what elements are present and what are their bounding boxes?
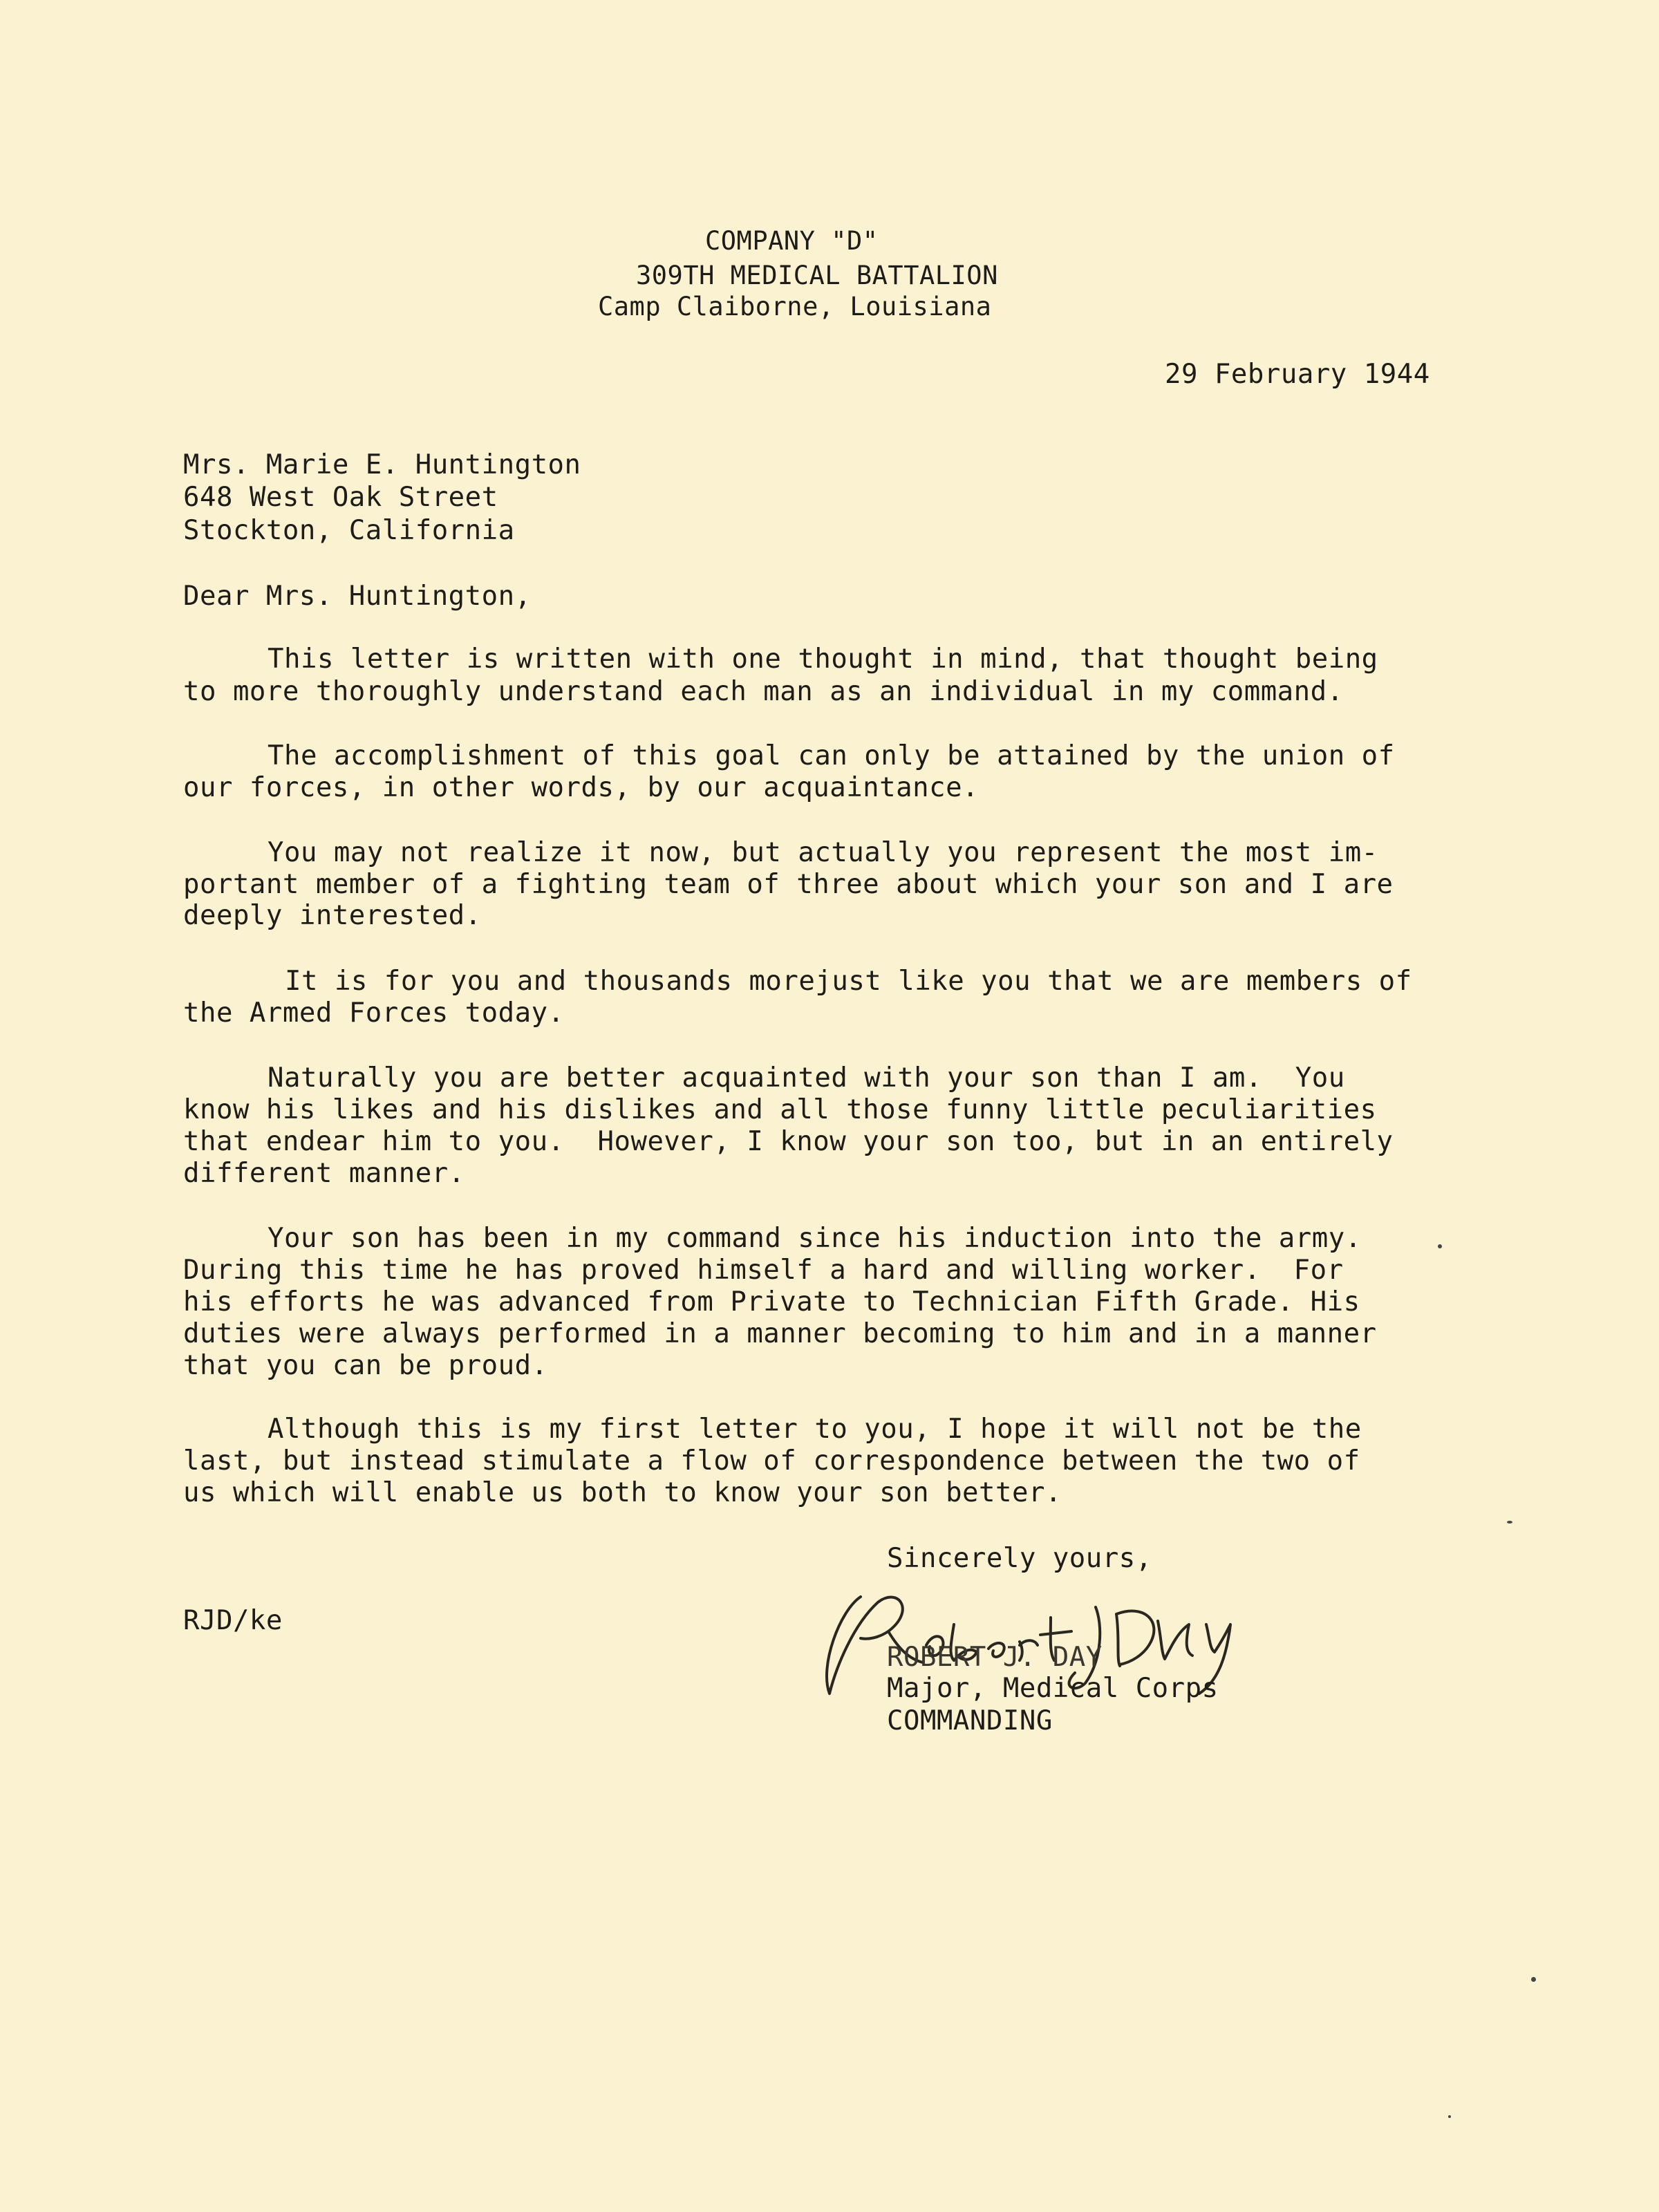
body-line: Naturally you are better acquainted with your son than I am. You (268, 1062, 1345, 1094)
body-line: that you can be proud. (183, 1350, 548, 1381)
signer-role: COMMANDING (887, 1705, 1053, 1736)
recipient-street: 648 West Oak Street (183, 482, 498, 513)
body-line: that endear him to you. However, I know your son too, but in an entirely (183, 1126, 1394, 1157)
closing: Sincerely yours, (887, 1543, 1152, 1574)
body-line: our forces, in other words, by our acquaintance. (183, 772, 980, 803)
body-line: It is for you and thousands morejust like you that we are members of (285, 966, 1412, 997)
body-line: You may not realize it now, but actually you represent the most im- (268, 837, 1378, 868)
letterhead-company: COMPANY "D" (705, 226, 879, 256)
body-line: Your son has been in my command since his induction into the army. (268, 1223, 1362, 1254)
recipient-name: Mrs. Marie E. Huntington (183, 449, 581, 480)
body-line: portant member of a fighting team of three about which your son and I are (183, 869, 1394, 900)
signer-title: Major, Medical Corps (887, 1673, 1219, 1704)
recipient-city: Stockton, California (183, 515, 515, 546)
body-line: different manner. (183, 1158, 465, 1189)
salutation: Dear Mrs. Huntington, (183, 581, 532, 612)
body-line: know his likes and his dislikes and all those funny little peculiarities (183, 1094, 1377, 1125)
body-line: last, but instead stimulate a flow of correspondence between the two of (183, 1445, 1360, 1477)
letterhead-location: Camp Claiborne, Louisiana (598, 292, 992, 321)
reference-initials: RJD/ke (183, 1605, 283, 1636)
body-line: his efforts he was advanced from Private to Technician Fifth Grade. His (183, 1286, 1360, 1318)
body-line: Although this is my first letter to you, I hope it will not be the (268, 1414, 1362, 1445)
letter-date: 29 February 1944 (1165, 359, 1430, 390)
body-line: the Armed Forces today. (183, 997, 565, 1029)
body-line: During this time he has proved himself a hard and willing worker. For (183, 1255, 1344, 1286)
body-line: deeply interested. (183, 900, 482, 931)
typed-name: ROBERT J. DAY (887, 1642, 1103, 1673)
body-line: to more thoroughly understand each man as an individual in my command. (183, 676, 1344, 707)
letterhead-battalion: 309TH MEDICAL BATTALION (636, 261, 998, 290)
body-line: us which will enable us both to know your son better. (183, 1477, 1062, 1508)
paper-speck (1438, 1244, 1442, 1248)
paper-speck (1531, 1977, 1536, 1982)
body-line: This letter is written with one thought in mind, that thought being (268, 644, 1378, 675)
body-line: duties were always performed in a manner becoming to him and in a manner (183, 1318, 1377, 1349)
paper-speck (1448, 2115, 1451, 2118)
paper-speck (1507, 1521, 1512, 1524)
body-line: The accomplishment of this goal can only be attained by the union of (268, 740, 1395, 771)
